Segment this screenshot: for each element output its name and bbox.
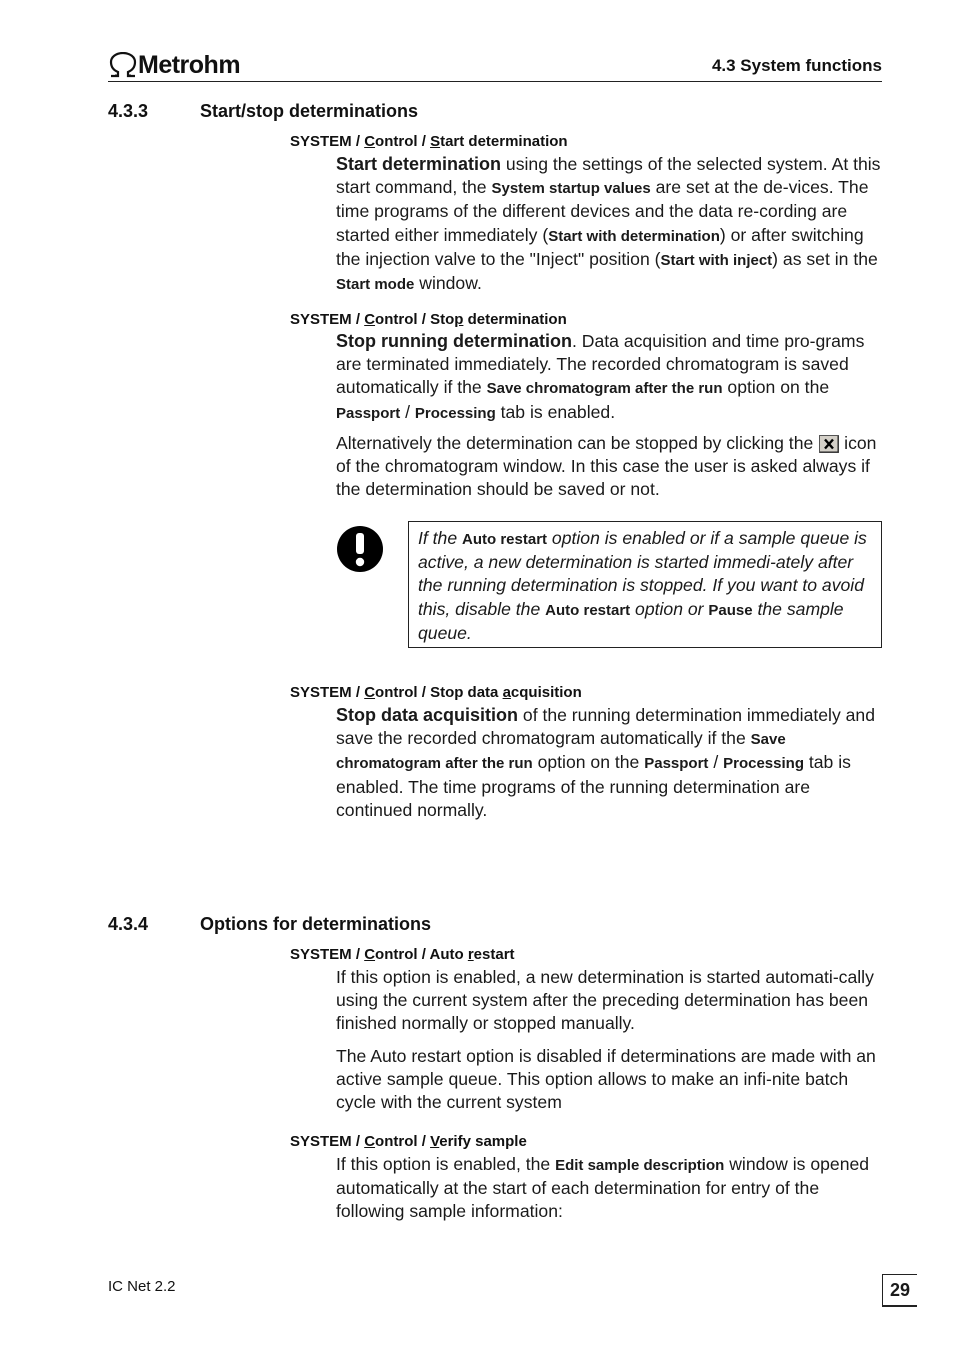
header-rule — [108, 81, 882, 82]
menu-path-start: SYSTEM / Control / Start determination — [290, 133, 568, 150]
page-number: 29 — [882, 1274, 917, 1307]
section-title: Start/stop determinations — [200, 101, 419, 121]
section-number: 4.3.4 — [108, 914, 149, 934]
paragraph-stop-alternative: Alternatively the determination can be stopped by clicking the icon of the chromatogram window. In this case the user is asked always if the determination should be saved or not. — [336, 433, 877, 500]
paragraph-verify-sample: If this option is enabled, the Edit sample description window is opened automatically at the start of each determination for entry of the following sample information: — [336, 1154, 870, 1222]
section-heading-434 — [108, 914, 431, 935]
section-number: 4.3.3 — [108, 101, 149, 121]
menu-path-stop: SYSTEM / Control / Stop determination — [290, 311, 567, 328]
menu-path-verify-sample: SYSTEM / Control / Verify sample — [290, 1133, 527, 1150]
running-header: 4.3 System functions — [711, 56, 882, 75]
note-box: If the Auto restart option is enabled or if a sample queue is active, a new determination is started immedi-ately after the running determination is stopped. If you want to avoid this, disable the Auto restart option or Pause the sample queue. — [408, 521, 882, 648]
paragraph-start-determination: Start determination using the settings of the selected system. At this start command, the System startup values are set at the de-vices. The time programs of the different devices and the data re-cording are started either immediately (Start with determination) or after switching the injection valve to the "Inject" position (Start with inject) as set in the Start mode window. — [336, 154, 881, 294]
paragraph-stop-acquisition: Stop data acquisition of the running determination immediately and save the recorded chromatogram automatically if the Save chromatogram after the run option on the Passport / Processing tab is enabled. The time programs of the running determination are continued normally. — [336, 705, 875, 820]
menu-path-auto-restart: SYSTEM / Control / Auto restart — [290, 946, 515, 963]
section-title: Options for determinations — [200, 914, 432, 934]
exclamation-icon — [336, 525, 384, 578]
footer-product: IC Net 2.2 — [108, 1278, 176, 1295]
brand-name: Metrohm — [138, 50, 241, 79]
section-heading-433 — [108, 101, 418, 122]
paragraph-auto-restart-2: The Auto restart option is disabled if determinations are made with an active sample queue. This option allows to make an infi-nite batch cycle with the current system — [336, 1046, 876, 1113]
paragraph-stop-determination: Stop running determination. Data acquisition and time pro-grams are terminated immediately. The recorded chromatogram is saved automatically if the Save chromatogram after the run option on the Passport / Processing tab is enabled. — [336, 331, 865, 422]
omega-logo-icon — [108, 52, 138, 78]
brand-logo — [108, 50, 240, 80]
menu-path-stop-acquisition: SYSTEM / Control / Stop data acquisition — [290, 684, 582, 701]
paragraph-auto-restart-1: If this option is enabled, a new determination is started automati-cally using the current system after the preceding determination has been finished normally or stopped manually. — [336, 967, 874, 1034]
close-icon — [819, 435, 839, 453]
